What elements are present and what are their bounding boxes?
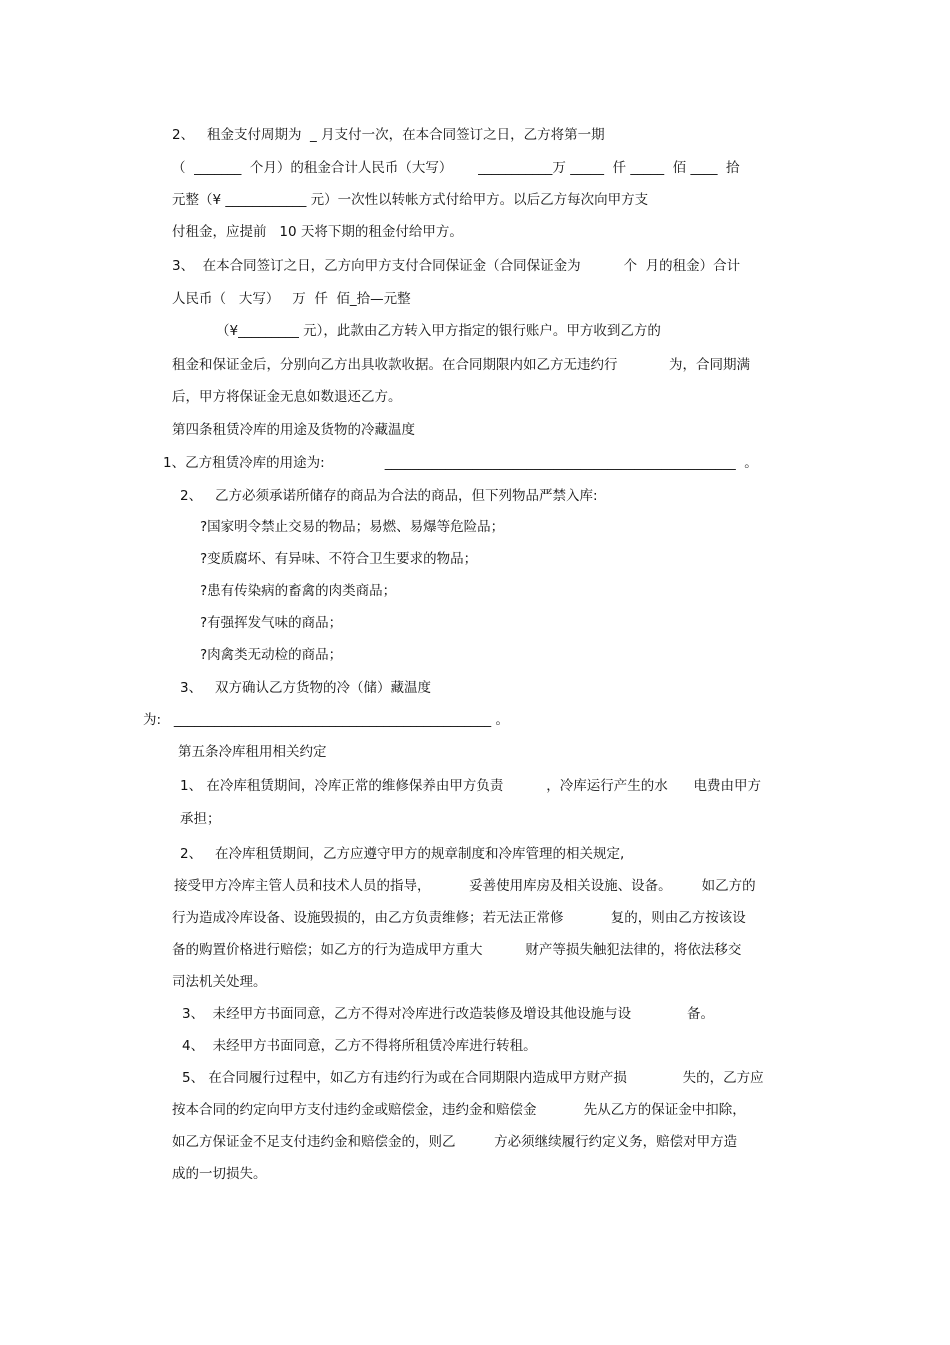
article-5-item-1-line-2: 承担； <box>180 811 221 827</box>
prohibited-item-4: ?有强挥发气味的商品； <box>200 615 343 631</box>
clause-2-rent-period-line-2: （ _______ 个月）的租金合计人民币（大写） ___________万 _____ 仟 _____ 佰 ____ 拾 <box>172 160 740 176</box>
article-5-item-5-line-1: 5、 在合同履行过程中，如乙方有违约行为或在合同期限内造成甲方财产损 失的，乙方应 <box>182 1070 764 1086</box>
clause-3-deposit-line-5: 后，甲方将保证金无息如数退还乙方。 <box>172 389 402 405</box>
prohibited-item-1: ?国家明令禁止交易的物品；易燃、易爆等危险品； <box>200 519 505 535</box>
article-4-item-3: 3、 双方确认乙方货物的冷（储）藏温度 <box>180 680 431 696</box>
article-4-item-1-usage: 1、乙方租赁冷库的用途为: ____________________________________________________ 。 <box>163 455 758 471</box>
prohibited-item-2: ?变质腐坏、有异味、不符合卫生要求的物品； <box>200 551 478 567</box>
article-5-item-5-line-4: 成的一切损失。 <box>172 1166 267 1182</box>
clause-3-deposit-line-4: 租金和保证金后，分别向乙方出具收款收据。在合同期限内如乙方无违约行 为，合同期满 <box>172 357 750 373</box>
article-5-item-2-line-5: 司法机关处理。 <box>172 974 267 990</box>
article-5-item-2-line-2: 接受甲方冷库主管人员和技术人员的指导， 妥善使用库房及相关设施、设备。 如乙方的 <box>174 878 756 894</box>
article-5-item-3: 3、 未经甲方书面同意，乙方不得对冷库进行改造装修及增设其他设施与设 备。 <box>182 1006 714 1022</box>
prohibited-item-5: ?肉禽类无动检的商品； <box>200 647 343 663</box>
article-5-heading: 第五条冷库租用相关约定 <box>178 744 327 760</box>
article-4-item-2: 2、 乙方必须承诺所储存的商品为合法的商品，但下列物品严禁入库: <box>180 488 598 504</box>
clause-2-rent-period-line-3: 元整（¥ ____________ 元）一次性以转帐方式付给甲方。以后乙方每次向甲方支 <box>172 192 649 208</box>
article-5-item-1-line-1: 1、 在冷库租赁期间，冷库正常的维修保养由甲方负责 ，冷库运行产生的水 电费由甲方 <box>180 778 762 794</box>
clause-2-rent-period-line-1: 2、 租金支付周期为 _ 月支付一次，在本合同签订之日，乙方将第一期 <box>172 127 605 143</box>
article-5-item-4: 4、 未经甲方书面同意，乙方不得将所租赁冷库进行转租。 <box>182 1038 537 1054</box>
article-4-heading: 第四条租赁冷库的用途及货物的冷藏温度 <box>172 422 415 438</box>
clause-3-deposit-line-2: 人民币（ 大写） 万 仟 佰_拾—元整 <box>172 291 411 307</box>
article-5-item-5-line-3: 如乙方保证金不足支付违约金和赔偿金的，则乙 方必须继续履行约定义务，赔偿对甲方造 <box>172 1134 738 1150</box>
article-5-item-2-line-1: 2、 在冷库租赁期间，乙方应遵守甲方的规章制度和冷库管理的相关规定, <box>180 846 625 862</box>
article-4-item-3-temperature: 为: _______________________________________________ 。 <box>143 712 509 728</box>
clause-2-rent-period-line-4: 付租金，应提前 10 天将下期的租金付给甲方。 <box>172 224 463 240</box>
article-5-item-5-line-2: 按本合同的约定向甲方支付违约金或赔偿金，违约金和赔偿金 先从乙方的保证金中扣除， <box>172 1102 746 1118</box>
clause-3-deposit-line-3: （¥_________ 元），此款由乙方转入甲方指定的银行账户。甲方收到乙方的 <box>216 323 661 339</box>
prohibited-item-3: ?患有传染病的畜禽的肉类商品； <box>200 583 397 599</box>
article-5-item-2-line-3: 行为造成冷库设备、设施毁损的，由乙方负责维修；若无法正常修 复的，则由乙方按该设 <box>172 910 746 926</box>
article-5-item-2-line-4: 备的购置价格进行赔偿；如乙方的行为造成甲方重大 财产等损失触犯法律的，将依法移交 <box>172 942 742 958</box>
clause-3-deposit-line-1: 3、 在本合同签订之日，乙方向甲方支付合同保证金（合同保证金为 个 月的租金）合计 <box>172 258 741 274</box>
